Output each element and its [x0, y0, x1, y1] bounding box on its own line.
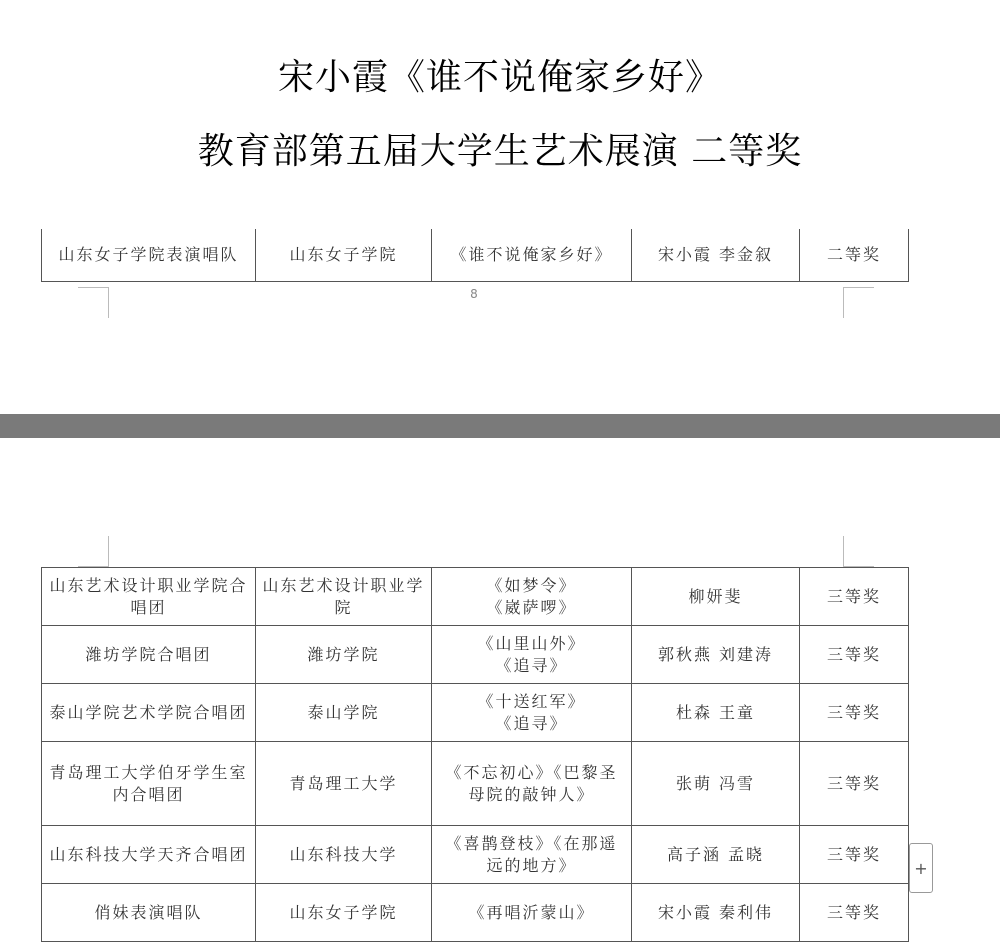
table-row — [42, 742, 909, 826]
school-cell: 山东科技大学 — [256, 826, 432, 884]
school-cell: 山东艺术设计职业学院 — [256, 568, 432, 626]
instructor-cell: 高子涵 孟晓 — [632, 826, 800, 884]
instructor-cell: 宋小霞 李金叙 — [632, 229, 800, 282]
award-cell: 三等奖 — [800, 884, 909, 942]
award-cell: 三等奖 — [800, 826, 909, 884]
page-title: 宋小霞《谁不说俺家乡好》 — [277, 57, 722, 98]
table-row — [42, 826, 909, 884]
instructor-cell: 杜森 王童 — [632, 684, 800, 742]
school-cell: 泰山学院 — [256, 684, 432, 742]
instructor-cell: 张萌 冯雪 — [632, 742, 800, 826]
award-cell: 三等奖 — [800, 684, 909, 742]
instructor-cell: 郭秋燕 刘建涛 — [632, 626, 800, 684]
award-cell: 二等奖 — [800, 229, 909, 282]
team-cell: 泰山学院艺术学院合唱团 — [42, 684, 256, 742]
school-cell: 山东女子学院 — [256, 884, 432, 942]
add-row-button[interactable]: + — [909, 843, 933, 893]
corner-mark — [843, 536, 874, 567]
table-row — [42, 626, 909, 684]
table-row — [42, 568, 909, 626]
page-subtitle: 教育部第五届大学生艺术展演 二等奖 — [197, 131, 803, 172]
song-cell: 《不忘初心》《巴黎圣母院的敲钟人》 — [432, 742, 632, 826]
award-cell: 三等奖 — [800, 626, 909, 684]
page-separator — [0, 414, 1000, 438]
table-row — [42, 684, 909, 742]
school-cell: 潍坊学院 — [256, 626, 432, 684]
team-cell: 青岛理工大学伯牙学生室内合唱团 — [42, 742, 256, 826]
team-cell: 潍坊学院合唱团 — [42, 626, 256, 684]
song-cell: 《如梦令》 《崴萨啰》 — [432, 568, 632, 626]
award-table-top — [41, 229, 909, 282]
song-cell: 《再唱沂蒙山》 — [432, 884, 632, 942]
award-cell: 三等奖 — [800, 568, 909, 626]
team-cell: 山东科技大学天齐合唱团 — [42, 826, 256, 884]
page-number: 8 — [470, 287, 478, 301]
table-row — [42, 884, 909, 942]
song-cell: 《十送红军》 《追寻》 — [432, 684, 632, 742]
corner-mark — [78, 536, 109, 567]
team-cell: 俏妹表演唱队 — [42, 884, 256, 942]
school-cell: 青岛理工大学 — [256, 742, 432, 826]
award-table-bottom — [41, 567, 909, 942]
instructor-cell: 宋小霞 秦利伟 — [632, 884, 800, 942]
school-cell: 山东女子学院 — [256, 229, 432, 282]
team-cell: 山东艺术设计职业学院合唱团 — [42, 568, 256, 626]
table-row — [42, 229, 909, 282]
award-cell: 三等奖 — [800, 742, 909, 826]
song-cell: 《喜鹊登枝》《在那遥远的地方》 — [432, 826, 632, 884]
song-cell: 《山里山外》 《追寻》 — [432, 626, 632, 684]
song-cell: 《谁不说俺家乡好》 — [432, 229, 632, 282]
team-cell: 山东女子学院表演唱队 — [42, 229, 256, 282]
instructor-cell: 柳妍斐 — [632, 568, 800, 626]
